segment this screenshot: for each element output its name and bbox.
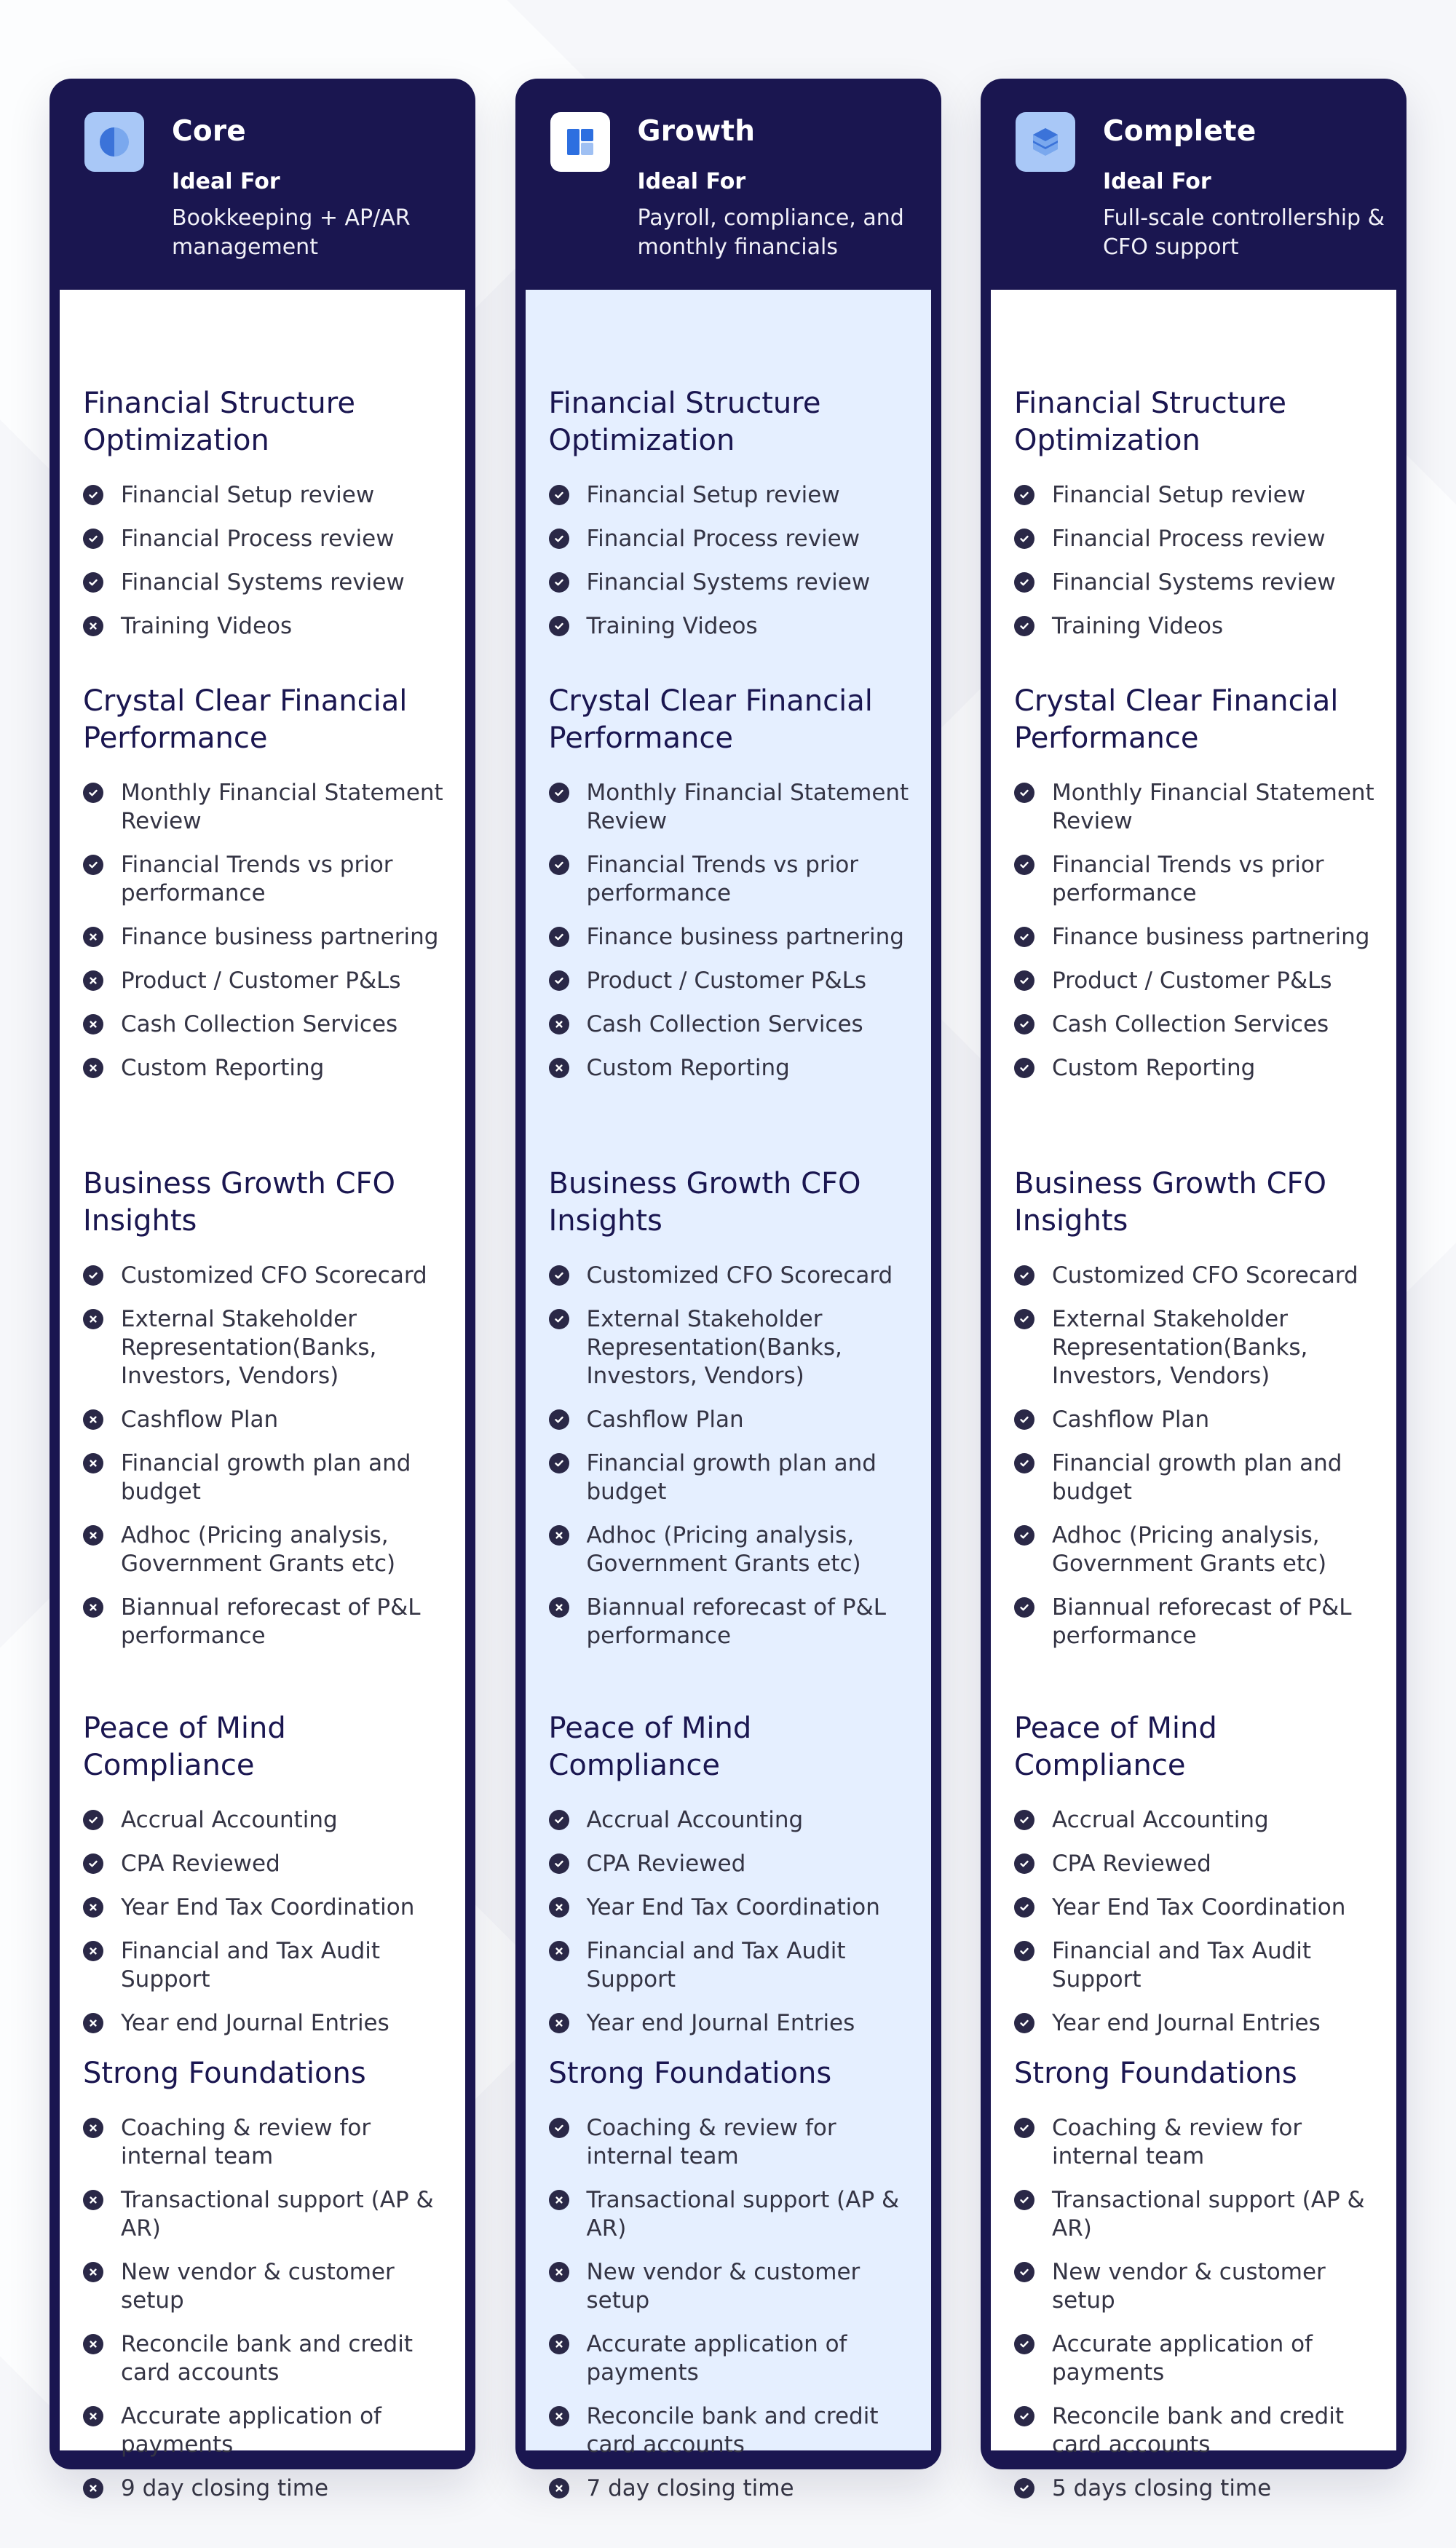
squares-icon bbox=[550, 112, 610, 172]
cross-icon bbox=[83, 1453, 103, 1473]
feature-item bbox=[549, 1522, 919, 1578]
check-icon bbox=[83, 783, 103, 803]
feature-section bbox=[1014, 2055, 1385, 2518]
ideal-for-label: Ideal For bbox=[637, 169, 746, 194]
feature-label: Year end Journal Entries bbox=[586, 2010, 855, 2036]
feature-item bbox=[549, 2474, 919, 2503]
cross-icon bbox=[83, 2334, 103, 2354]
feature-section bbox=[83, 1166, 454, 1666]
feature-item bbox=[83, 1262, 454, 1290]
feature-item bbox=[83, 1305, 454, 1390]
feature-label: New vendor & customer setup bbox=[1052, 2259, 1326, 2314]
cross-icon bbox=[83, 2262, 103, 2282]
feature-item bbox=[549, 1937, 919, 1994]
feature-item bbox=[1014, 1010, 1385, 1039]
check-icon bbox=[1014, 1309, 1034, 1329]
feature-label: Product / Customer P&Ls bbox=[586, 968, 867, 994]
feature-item bbox=[1014, 1894, 1385, 1922]
feature-label: Cashflow Plan bbox=[586, 1406, 744, 1433]
cube-icon bbox=[1016, 112, 1075, 172]
feature-label: 7 day closing time bbox=[586, 2475, 794, 2501]
feature-item bbox=[1014, 1594, 1385, 1650]
cross-icon bbox=[549, 2406, 569, 2426]
check-icon bbox=[83, 485, 103, 505]
cross-icon bbox=[83, 2478, 103, 2498]
feature-label: Accrual Accounting bbox=[586, 1807, 804, 1833]
check-icon bbox=[1014, 2334, 1034, 2354]
cross-icon bbox=[83, 1897, 103, 1918]
section-title: Business Growth CFO Insights bbox=[83, 1167, 396, 1238]
check-icon bbox=[549, 1810, 569, 1830]
section-title: Crystal Clear Financial Performance bbox=[548, 684, 873, 755]
feature-item bbox=[549, 1262, 919, 1290]
feature-item bbox=[1014, 1449, 1385, 1506]
cross-icon bbox=[549, 1058, 569, 1078]
check-icon bbox=[83, 855, 103, 875]
cross-icon bbox=[83, 1014, 103, 1034]
feature-item bbox=[1014, 612, 1385, 641]
feature-label: Financial growth plan and budget bbox=[586, 1450, 877, 1505]
section-title: Financial Structure Optimization bbox=[548, 387, 821, 457]
cross-icon bbox=[83, 1525, 103, 1546]
feature-label: 9 day closing time bbox=[121, 2475, 329, 2501]
check-icon bbox=[1014, 970, 1034, 991]
feature-label: External Stakeholder Representation(Banks, Investors, Vendors) bbox=[121, 1306, 377, 1389]
section-title: Financial Structure Optimization bbox=[83, 387, 355, 457]
feature-label: Cash Collection Services bbox=[586, 1011, 863, 1037]
feature-item bbox=[549, 1806, 919, 1835]
feature-label: Biannual reforecast of P&L performance bbox=[586, 1594, 887, 1649]
feature-label: Custom Reporting bbox=[586, 1055, 790, 1081]
feature-label: Training Videos bbox=[121, 613, 293, 639]
feature-item bbox=[549, 2402, 919, 2459]
feature-item bbox=[1014, 1850, 1385, 1878]
cross-icon bbox=[83, 1058, 103, 1078]
feature-section bbox=[549, 2055, 919, 2518]
feature-item bbox=[83, 923, 454, 951]
cross-icon bbox=[549, 1525, 569, 1546]
section-title: Business Growth CFO Insights bbox=[1014, 1167, 1327, 1238]
feature-label: Cash Collection Services bbox=[121, 1011, 398, 1037]
feature-label: Adhoc (Pricing analysis, Government Grants etc) bbox=[586, 1522, 861, 1577]
feature-label: Custom Reporting bbox=[1052, 1055, 1256, 1081]
feature-item bbox=[83, 525, 454, 553]
check-icon bbox=[1014, 616, 1034, 636]
plan-features bbox=[60, 290, 465, 2501]
feature-item bbox=[549, 1305, 919, 1390]
feature-label: Financial Systems review bbox=[586, 569, 871, 596]
feature-label: Financial Process review bbox=[1052, 526, 1326, 552]
check-icon bbox=[1014, 1058, 1034, 1078]
feature-item bbox=[1014, 1305, 1385, 1390]
feature-item bbox=[1014, 481, 1385, 510]
feature-label: Accrual Accounting bbox=[1052, 1807, 1269, 1833]
feature-label: Financial growth plan and budget bbox=[121, 1450, 411, 1505]
feature-item bbox=[549, 1054, 919, 1083]
check-icon bbox=[1014, 855, 1034, 875]
ideal-for-text: Full-scale controllership & CFO support bbox=[1103, 205, 1385, 260]
feature-item bbox=[1014, 2474, 1385, 2503]
feature-item bbox=[1014, 525, 1385, 553]
check-icon bbox=[83, 1265, 103, 1286]
check-icon bbox=[549, 1853, 569, 1874]
section-title: Peace of Mind Compliance bbox=[83, 1712, 286, 1782]
check-icon bbox=[549, 1453, 569, 1473]
feature-item bbox=[83, 1850, 454, 1878]
cross-icon bbox=[549, 1897, 569, 1918]
feature-label: CPA Reviewed bbox=[586, 1851, 746, 1877]
check-icon bbox=[1014, 1014, 1034, 1034]
check-icon bbox=[1014, 1897, 1034, 1918]
feature-item bbox=[549, 779, 919, 836]
feature-item bbox=[83, 481, 454, 510]
cross-icon bbox=[549, 1941, 569, 1961]
cross-icon bbox=[83, 1597, 103, 1618]
check-icon bbox=[83, 572, 103, 593]
check-icon bbox=[549, 485, 569, 505]
feature-item bbox=[549, 2114, 919, 2171]
check-icon bbox=[83, 1853, 103, 1874]
section-title: Financial Structure Optimization bbox=[1014, 387, 1286, 457]
cross-icon bbox=[549, 2334, 569, 2354]
check-icon bbox=[1014, 1853, 1034, 1874]
cross-icon bbox=[549, 1014, 569, 1034]
feature-section bbox=[549, 385, 919, 656]
feature-label: CPA Reviewed bbox=[1052, 1851, 1211, 1877]
section-title: Strong Foundations bbox=[548, 2057, 832, 2090]
cross-icon bbox=[549, 2013, 569, 2033]
feature-label: Financial Process review bbox=[121, 526, 395, 552]
feature-label: Adhoc (Pricing analysis, Government Grants etc) bbox=[121, 1522, 396, 1577]
feature-item bbox=[83, 1406, 454, 1434]
ideal-for-text: Payroll, compliance, and monthly financials bbox=[637, 205, 904, 260]
feature-item bbox=[1014, 569, 1385, 597]
ideal-for-label: Ideal For bbox=[1103, 169, 1211, 194]
feature-item bbox=[549, 2186, 919, 2243]
plan-header bbox=[50, 79, 475, 287]
feature-label: Monthly Financial Statement Review bbox=[1052, 780, 1374, 834]
cross-icon bbox=[83, 616, 103, 636]
feature-label: Year End Tax Coordination bbox=[1052, 1894, 1346, 1920]
feature-label: Monthly Financial Statement Review bbox=[586, 780, 909, 834]
feature-section bbox=[1014, 385, 1385, 656]
feature-label: Coaching & review for internal team bbox=[1052, 2115, 1302, 2169]
feature-item bbox=[549, 967, 919, 995]
feature-item bbox=[549, 2009, 919, 2038]
check-icon bbox=[1014, 1941, 1034, 1961]
feature-item bbox=[549, 2330, 919, 2387]
feature-section bbox=[83, 1710, 454, 2053]
check-icon bbox=[1014, 2478, 1034, 2498]
feature-label: Accrual Accounting bbox=[121, 1807, 338, 1833]
feature-item bbox=[549, 569, 919, 597]
feature-item bbox=[1014, 2186, 1385, 2243]
check-icon bbox=[1014, 1597, 1034, 1618]
check-icon bbox=[549, 1409, 569, 1430]
check-icon bbox=[549, 616, 569, 636]
feature-item bbox=[1014, 2330, 1385, 2387]
feature-item bbox=[83, 779, 454, 836]
feature-label: Customized CFO Scorecard bbox=[586, 1262, 893, 1289]
feature-item bbox=[1014, 851, 1385, 908]
check-icon bbox=[1014, 1525, 1034, 1546]
feature-label: Reconcile bank and credit card accounts bbox=[586, 2403, 879, 2458]
section-title: Strong Foundations bbox=[83, 2057, 366, 2090]
feature-item bbox=[83, 2330, 454, 2387]
check-icon bbox=[83, 529, 103, 549]
check-icon bbox=[1014, 2406, 1034, 2426]
feature-label: Financial Systems review bbox=[121, 569, 405, 596]
plan-name: Growth bbox=[637, 115, 756, 148]
feature-label: Year End Tax Coordination bbox=[586, 1894, 880, 1920]
feature-label: New vendor & customer setup bbox=[121, 2259, 395, 2314]
check-icon bbox=[1014, 927, 1034, 947]
feature-label: Financial and Tax Audit Support bbox=[586, 1938, 846, 1993]
feature-item bbox=[549, 525, 919, 553]
feature-section bbox=[1014, 683, 1385, 1098]
feature-label: Monthly Financial Statement Review bbox=[121, 780, 443, 834]
check-icon bbox=[1014, 2262, 1034, 2282]
feature-label: Finance business partnering bbox=[1052, 924, 1370, 950]
cross-icon bbox=[83, 2013, 103, 2033]
feature-item bbox=[1014, 779, 1385, 836]
check-icon bbox=[1014, 1453, 1034, 1473]
feature-label: Coaching & review for internal team bbox=[586, 2115, 836, 2169]
feature-section bbox=[83, 2055, 454, 2518]
feature-label: CPA Reviewed bbox=[121, 1851, 280, 1877]
feature-label: Cashflow Plan bbox=[121, 1406, 279, 1433]
feature-item bbox=[83, 1054, 454, 1083]
cross-icon bbox=[549, 2262, 569, 2282]
feature-item bbox=[549, 1406, 919, 1434]
check-icon bbox=[1014, 1409, 1034, 1430]
feature-item bbox=[1014, 923, 1385, 951]
cross-icon bbox=[83, 2118, 103, 2138]
feature-label: Cash Collection Services bbox=[1052, 1011, 1329, 1037]
feature-item bbox=[83, 2009, 454, 2038]
check-icon bbox=[549, 2118, 569, 2138]
check-icon bbox=[1014, 485, 1034, 505]
feature-section bbox=[549, 683, 919, 1098]
feature-item bbox=[83, 569, 454, 597]
plan-header bbox=[981, 79, 1406, 287]
cross-icon bbox=[549, 2190, 569, 2210]
feature-item bbox=[1014, 2114, 1385, 2171]
check-icon bbox=[1014, 783, 1034, 803]
check-icon bbox=[549, 529, 569, 549]
feature-item bbox=[1014, 1262, 1385, 1290]
feature-item bbox=[1014, 1522, 1385, 1578]
feature-item bbox=[83, 1449, 454, 1506]
feature-label: Financial and Tax Audit Support bbox=[1052, 1938, 1312, 1993]
section-title: Crystal Clear Financial Performance bbox=[1014, 684, 1339, 755]
feature-label: Customized CFO Scorecard bbox=[1052, 1262, 1358, 1289]
feature-item bbox=[1014, 1054, 1385, 1083]
feature-label: Year end Journal Entries bbox=[1052, 2010, 1321, 2036]
feature-label: Financial Process review bbox=[586, 526, 860, 552]
feature-item bbox=[549, 1894, 919, 1922]
feature-label: Year end Journal Entries bbox=[121, 2010, 389, 2036]
check-icon bbox=[549, 927, 569, 947]
check-icon bbox=[1014, 2118, 1034, 2138]
feature-item bbox=[549, 1449, 919, 1506]
feature-label: External Stakeholder Representation(Banks, Investors, Vendors) bbox=[586, 1306, 842, 1389]
feature-item bbox=[83, 1937, 454, 1994]
feature-label: Reconcile bank and credit card accounts bbox=[1052, 2403, 1345, 2458]
section-title: Peace of Mind Compliance bbox=[1014, 1712, 1217, 1782]
plan-header bbox=[515, 79, 941, 287]
feature-label: Financial Setup review bbox=[121, 482, 375, 508]
feature-label: Customized CFO Scorecard bbox=[121, 1262, 427, 1289]
feature-section bbox=[549, 1710, 919, 2053]
feature-item bbox=[549, 1010, 919, 1039]
feature-label: Financial Setup review bbox=[1052, 482, 1306, 508]
cross-icon bbox=[83, 2190, 103, 2210]
feature-label: Biannual reforecast of P&L performance bbox=[1052, 1594, 1352, 1649]
feature-section bbox=[549, 1166, 919, 1666]
feature-section bbox=[1014, 1166, 1385, 1666]
check-icon bbox=[1014, 1265, 1034, 1286]
feature-label: Training Videos bbox=[586, 613, 758, 639]
cross-icon bbox=[83, 1941, 103, 1961]
feature-item bbox=[83, 612, 454, 641]
feature-label: Financial Trends vs prior performance bbox=[586, 852, 859, 906]
feature-item bbox=[83, 967, 454, 995]
feature-label: Transactional support (AP & AR) bbox=[1052, 2187, 1365, 2242]
cross-icon bbox=[549, 2478, 569, 2498]
feature-label: Accurate application of payments bbox=[121, 2403, 381, 2458]
feature-item bbox=[1014, 2402, 1385, 2459]
check-icon bbox=[1014, 2013, 1034, 2033]
feature-item bbox=[549, 612, 919, 641]
feature-item bbox=[83, 2402, 454, 2459]
feature-item bbox=[83, 2474, 454, 2503]
feature-item bbox=[1014, 967, 1385, 995]
cross-icon bbox=[83, 1309, 103, 1329]
feature-label: Accurate application of payments bbox=[1052, 2331, 1313, 2386]
feature-label: Financial Trends vs prior performance bbox=[1052, 852, 1324, 906]
feature-label: Financial growth plan and budget bbox=[1052, 1450, 1342, 1505]
section-title: Peace of Mind Compliance bbox=[548, 1712, 752, 1782]
pricing-cards bbox=[50, 79, 1406, 2501]
feature-item bbox=[549, 1850, 919, 1878]
plan-name: Complete bbox=[1103, 115, 1257, 148]
feature-label: 5 days closing time bbox=[1052, 2475, 1272, 2501]
check-icon bbox=[1014, 2190, 1034, 2210]
feature-item bbox=[83, 1594, 454, 1650]
feature-item bbox=[83, 2186, 454, 2243]
feature-label: Adhoc (Pricing analysis, Government Grants etc) bbox=[1052, 1522, 1327, 1577]
feature-label: Financial Systems review bbox=[1052, 569, 1336, 596]
feature-section bbox=[1014, 1710, 1385, 2053]
plan-card-growth[interactable] bbox=[515, 79, 941, 2501]
feature-item bbox=[83, 2114, 454, 2171]
plan-name: Core bbox=[172, 115, 246, 148]
check-icon bbox=[549, 970, 569, 991]
feature-label: External Stakeholder Representation(Banks, Investors, Vendors) bbox=[1052, 1306, 1308, 1389]
half-circle-icon bbox=[84, 112, 144, 172]
feature-item bbox=[83, 1522, 454, 1578]
check-icon bbox=[549, 572, 569, 593]
feature-item bbox=[549, 923, 919, 951]
cross-icon bbox=[83, 2406, 103, 2426]
plan-features bbox=[991, 290, 1396, 2501]
cross-icon bbox=[83, 970, 103, 991]
feature-label: Financial and Tax Audit Support bbox=[121, 1938, 381, 1993]
section-title: Strong Foundations bbox=[1014, 2057, 1297, 2090]
feature-item bbox=[1014, 1406, 1385, 1434]
feature-item bbox=[1014, 2009, 1385, 2038]
check-icon bbox=[549, 1309, 569, 1329]
plan-features bbox=[526, 290, 931, 2501]
feature-item bbox=[549, 2258, 919, 2315]
feature-item bbox=[1014, 1937, 1385, 1994]
feature-label: Coaching & review for internal team bbox=[121, 2115, 371, 2169]
plan-card-complete[interactable] bbox=[981, 79, 1406, 2501]
section-title: Business Growth CFO Insights bbox=[548, 1167, 861, 1238]
ideal-for-text: Bookkeeping + AP/AR management bbox=[172, 205, 411, 260]
feature-label: Transactional support (AP & AR) bbox=[121, 2187, 434, 2242]
cross-icon bbox=[549, 1597, 569, 1618]
plan-card-core[interactable] bbox=[50, 79, 475, 2501]
feature-item bbox=[549, 481, 919, 510]
check-icon bbox=[549, 855, 569, 875]
feature-item bbox=[1014, 2258, 1385, 2315]
section-title: Crystal Clear Financial Performance bbox=[83, 684, 408, 755]
check-icon bbox=[549, 783, 569, 803]
feature-label: Financial Setup review bbox=[586, 482, 840, 508]
feature-label: Cashflow Plan bbox=[1052, 1406, 1210, 1433]
feature-item bbox=[549, 1594, 919, 1650]
feature-item bbox=[83, 2258, 454, 2315]
feature-item bbox=[1014, 1806, 1385, 1835]
feature-label: Accurate application of payments bbox=[586, 2331, 847, 2386]
ideal-for-label: Ideal For bbox=[172, 169, 280, 194]
cross-icon bbox=[83, 1409, 103, 1430]
feature-label: Transactional support (AP & AR) bbox=[586, 2187, 900, 2242]
check-icon bbox=[1014, 1810, 1034, 1830]
feature-label: Product / Customer P&Ls bbox=[121, 968, 401, 994]
feature-label: Year End Tax Coordination bbox=[121, 1894, 415, 1920]
feature-item bbox=[83, 1806, 454, 1835]
feature-section bbox=[83, 683, 454, 1098]
feature-label: Training Videos bbox=[1052, 613, 1224, 639]
feature-item bbox=[83, 851, 454, 908]
check-icon bbox=[83, 1810, 103, 1830]
feature-label: Finance business partnering bbox=[586, 924, 904, 950]
feature-label: Financial Trends vs prior performance bbox=[121, 852, 393, 906]
cross-icon bbox=[83, 927, 103, 947]
feature-label: New vendor & customer setup bbox=[586, 2259, 860, 2314]
feature-item bbox=[83, 1894, 454, 1922]
feature-label: Biannual reforecast of P&L performance bbox=[121, 1594, 421, 1649]
check-icon bbox=[1014, 572, 1034, 593]
feature-item bbox=[549, 851, 919, 908]
feature-label: Custom Reporting bbox=[121, 1055, 325, 1081]
check-icon bbox=[1014, 529, 1034, 549]
feature-section bbox=[83, 385, 454, 656]
check-icon bbox=[549, 1265, 569, 1286]
feature-label: Reconcile bank and credit card accounts bbox=[121, 2331, 414, 2386]
feature-label: Finance business partnering bbox=[121, 924, 439, 950]
feature-label: Product / Customer P&Ls bbox=[1052, 968, 1332, 994]
feature-item bbox=[83, 1010, 454, 1039]
